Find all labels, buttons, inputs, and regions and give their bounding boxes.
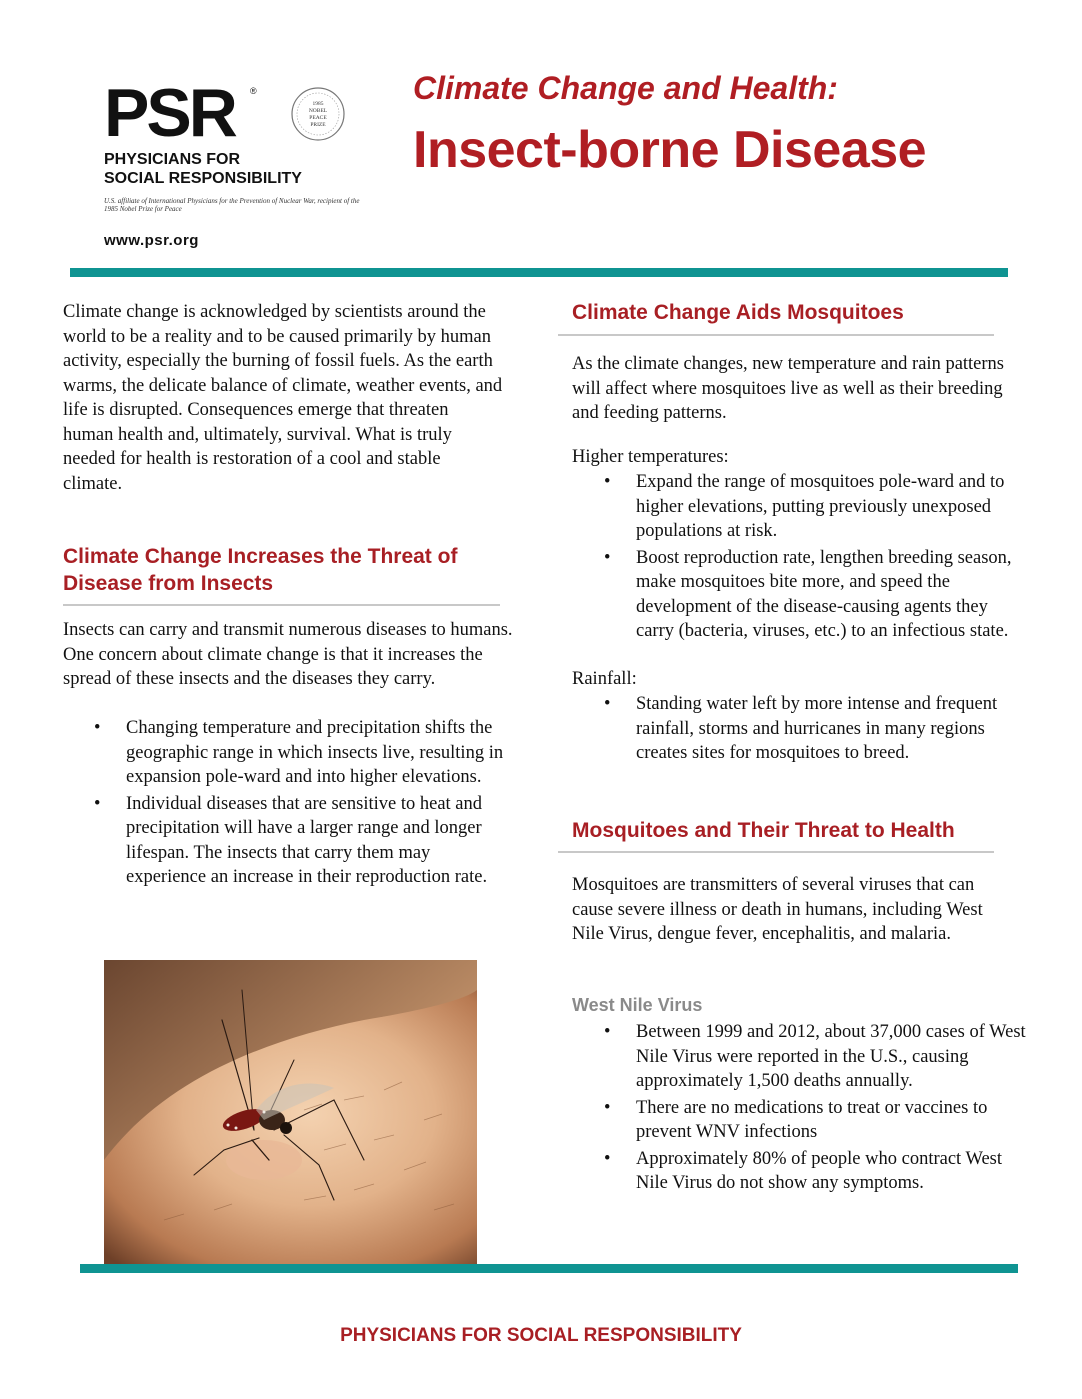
insects-paragraph: Insects can carry and transmit numerous diseases to humans. One concern about climate change is that it increases the spread of these insects and the diseases they carry. <box>63 620 513 689</box>
higher-temperatures-label: Higher temperatures: <box>572 447 729 467</box>
section-rule <box>63 604 500 606</box>
bullet-text: There are no medications to treat or vaccines to prevent WNV infections <box>636 1097 988 1142</box>
bullet-text: Changing temperature and precipitation shifts the geographic range in which insects live, resulting in expansion pole-ward and into higher elevations. <box>126 718 504 787</box>
higher-temperatures-list <box>604 470 1016 644</box>
rainfall-label: Rainfall: <box>572 669 637 689</box>
bullet-text: Between 1999 and 2012, about 37,000 cases of West Nile Virus were reported in the U.S., causing approximately 1,500 deaths annually. <box>636 1022 1026 1091</box>
seal-line-3: PEACE <box>309 115 327 121</box>
logo-wordmark: PSR <box>104 75 235 151</box>
top-divider-bar <box>70 268 1008 277</box>
list-item <box>604 470 1016 544</box>
section-heading-insects: Climate Change Increases the Threat of Disease from Insects <box>63 545 458 595</box>
bullet-text: Approximately 80% of people who contract West Nile Virus do not show any symptoms. <box>636 1148 1003 1193</box>
rainfall-list <box>604 692 1016 766</box>
bullet-text: Individual diseases that are sensitive to heat and precipitation will have a larger range and longer lifespan. The insects that carry them may experience an increase in their reproduction rate. <box>126 793 488 887</box>
seal-line-2: NOBEL <box>308 108 328 114</box>
footer-organization: PHYSICIANS FOR SOCIAL RESPONSIBILITY <box>340 1325 742 1346</box>
logo-affiliation: U.S. affiliate of International Physicians for the Prevention of Nuclear War, recipient of the 1985 Nobel Prize for Peace <box>104 197 360 213</box>
list-item <box>604 546 1016 644</box>
bottom-divider-bar <box>80 1264 1018 1273</box>
nobel-prize-seal-icon <box>290 86 346 142</box>
page-title: Insect-borne Disease <box>413 121 927 179</box>
section-heading-threat: Mosquitoes and Their Threat to Health <box>572 819 955 842</box>
bullet-icon: • <box>604 1148 611 1169</box>
list-item <box>604 1020 1026 1094</box>
list-item <box>94 792 506 890</box>
bullet-text: Standing water left by more intense and frequent rainfall, storms and hurricanes in many regions creates sites for mosquitoes to breed. <box>636 694 998 763</box>
bullet-icon: • <box>94 793 101 814</box>
list-item <box>604 1147 1026 1196</box>
west-nile-list <box>604 1020 1026 1196</box>
bullet-icon: • <box>604 472 611 492</box>
seal-line-1: 1985 <box>312 101 324 107</box>
bullet-icon: • <box>604 1097 611 1118</box>
page-subtitle: Climate Change and Health: <box>413 70 838 106</box>
logo-org-line1: PHYSICIANS FOR <box>104 151 241 168</box>
seal-line-4: PRIZE <box>310 122 326 128</box>
section-rule <box>558 851 994 853</box>
bullet-icon: • <box>604 547 611 568</box>
mosquitoes-paragraph: Mosquitoes are transmitters of several viruses that can cause severe illness or death in humans, including West Nile Virus, dengue fever, encephalitis, and malaria. <box>572 875 983 944</box>
section-rule <box>558 334 994 336</box>
list-item <box>604 1096 1026 1145</box>
intro-paragraph: Climate change is acknowledged by scientists around the world to be a reality and to be caused primarily by human activity, especially the burning of fossil fuels. As the earth warms, the delicate balance of climate, weather events, and life is disrupted. Consequences emerge that threaten human health and, ultimately, survival. What is truly needed for health is restoration of a cool and stable climate. <box>63 302 503 494</box>
aids-paragraph: As the climate changes, new temperature and rain patterns will affect where mosquitoes live as well as their breeding and feeding patterns. <box>572 354 1005 423</box>
bullet-text: Expand the range of mosquitoes pole-ward and to higher elevations, putting previously unexposed populations at risk. <box>636 472 1005 541</box>
bullet-text: Boost reproduction rate, lengthen breeding season, make mosquitoes bite more, and speed the development of the disease-causing agents they carry (bacteria, viruses, etc.) to an infectious state. <box>636 547 1012 641</box>
insects-bullet-list <box>94 716 506 890</box>
bullet-icon: • <box>604 1022 611 1042</box>
list-item <box>604 692 1016 766</box>
list-item <box>94 716 506 790</box>
section-heading-aids: Climate Change Aids Mosquitoes <box>572 301 904 324</box>
west-nile-subheading: West Nile Virus <box>572 995 703 1015</box>
mosquito-photo <box>104 960 477 1264</box>
logo-org-line2: SOCIAL RESPONSIBILITY <box>104 170 302 187</box>
bullet-icon: • <box>604 694 611 714</box>
bullet-icon: • <box>94 718 101 738</box>
website-link[interactable]: www.psr.org <box>104 232 199 249</box>
logo-registered-mark: ® <box>250 86 257 96</box>
